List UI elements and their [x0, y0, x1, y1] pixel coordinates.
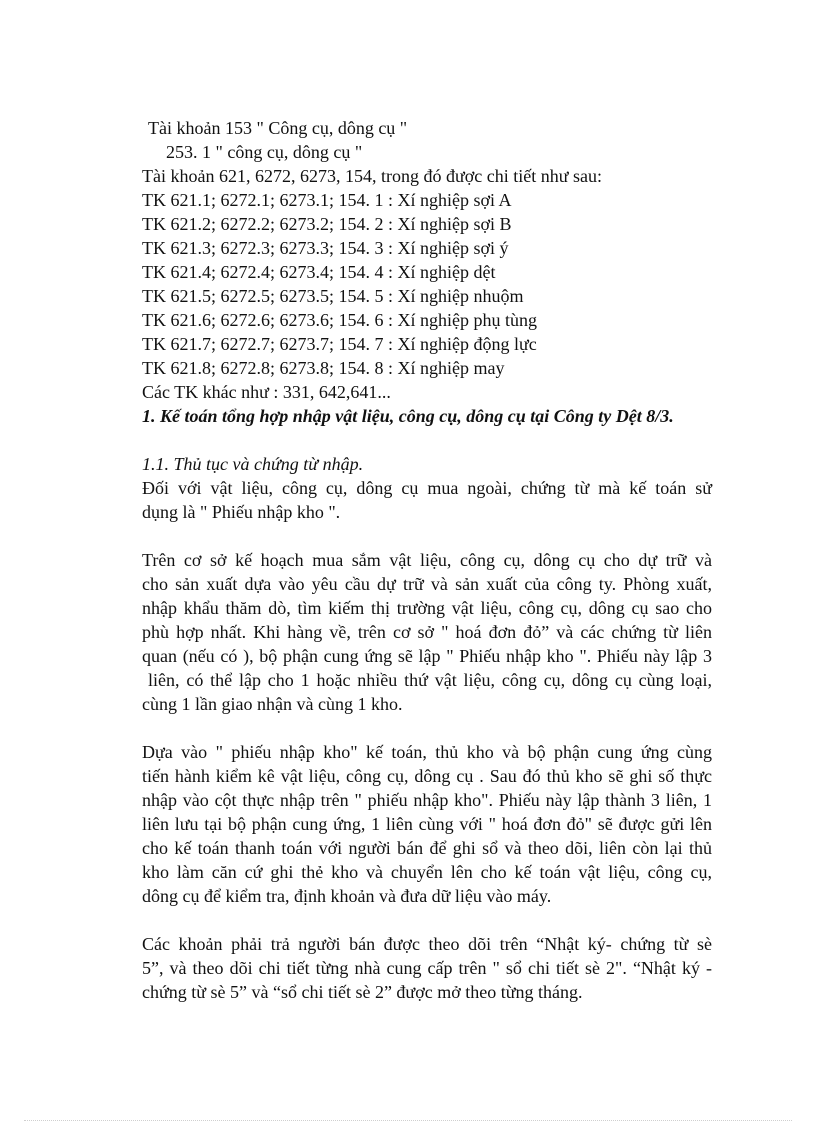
- paragraph-3-line: Dựa vào " phiếu nhập kho" kế toán, thủ kho và bộ phận cung ứng cùng: [142, 742, 712, 762]
- paragraph-3-line: nhập vào cột thực nhập trên " phiếu nhập kho". Phiếu này lập thành 3 liên, 1: [142, 790, 712, 810]
- paragraph-3-line: kho làm căn cứ ghi thẻ kho và chuyển lên cho kế toán vật liệu, công cụ,: [142, 862, 712, 882]
- account-detail-line: TK 621.8; 6272.8; 6273.8; 154. 8 : Xí nghiệp may: [142, 358, 505, 378]
- paragraph-1-line: Đối với vật liệu, công cụ, dông cụ mua ngoài, chứng từ mà kế toán sử: [142, 478, 712, 498]
- paragraph-3-line: cho kế toán thanh toán với người bán để ghi sổ và theo dõi, liên còn lại thủ: [142, 838, 712, 858]
- section-heading: 1. Kế toán tổng hợp nhập vật liệu, công cụ, dông cụ tại Công ty Dệt 8/3.: [142, 406, 674, 426]
- subsection-heading: 1.1. Thủ tục và chứng từ nhập.: [142, 454, 364, 474]
- account-detail-line: TK 621.7; 6272.7; 6273.7; 154. 7 : Xí nghiệp động lực: [142, 334, 537, 354]
- paragraph-2-line: phù hợp nhất. Khi hàng về, trên cơ sở " hoá đơn đỏ” và các chứng từ liên: [142, 622, 712, 642]
- paragraph-2-line: cho sản xuất dựa vào yêu cầu dự trữ và sản xuất của công ty. Phòng xuất,: [142, 574, 712, 594]
- paragraph-1-line: dụng là " Phiếu nhập kho ".: [142, 502, 341, 522]
- paragraph-2-line: nhập khẩu thăm dò, tìm kiếm thị trường vật liệu, công cụ, dông cụ sao cho: [142, 598, 712, 618]
- page-bottom-divider: [24, 1120, 792, 1121]
- account-detail-line: TK 621.4; 6272.4; 6273.4; 154. 4 : Xí nghiệp dệt: [142, 262, 496, 282]
- paragraph-4-line: Các khoản phải trả người bán được theo dõi trên “Nhật ký- chứng từ sè: [142, 934, 712, 954]
- paragraph-2-line: Trên cơ sở kế hoạch mua sắm vật liệu, công cụ, dông cụ cho dự trữ và: [142, 550, 712, 570]
- account-detail-line: TK 621.5; 6272.5; 6273.5; 154. 5 : Xí nghiệp nhuộm: [142, 286, 524, 306]
- account-detail-line: TK 621.2; 6272.2; 6273.2; 154. 2 : Xí nghiệp sợi B: [142, 214, 512, 234]
- paragraph-2-line: cùng 1 lần giao nhận và cùng 1 kho.: [142, 694, 403, 714]
- paragraph-3-line: liên lưu tại bộ phận cung ứng, 1 liên cùng với " hoá đơn đỏ" sẽ được gửi lên: [142, 814, 712, 834]
- account-list-intro: Tài khoản 621, 6272, 6273, 154, trong đó được chi tiết như sau:: [142, 166, 602, 186]
- account-153-line: Tài khoản 153 " Công cụ, dông cụ ": [148, 118, 408, 138]
- paragraph-2-line: liên, có thể lập cho 1 hoặc nhiều thứ vật liệu, công cụ, dông cụ cùng loại,: [148, 670, 712, 690]
- paragraph-2-line: quan (nếu có ), bộ phận cung ứng sẽ lập " Phiếu nhập kho ". Phiếu này lập 3: [142, 646, 712, 666]
- paragraph-3-line: dông cụ để kiểm tra, định khoản và đưa dữ liệu vào máy.: [142, 886, 552, 906]
- paragraph-3-line: tiến hành kiểm kê vật liệu, công cụ, dông cụ . Sau đó thủ kho sẽ ghi số thực: [142, 766, 712, 786]
- account-detail-line: TK 621.1; 6272.1; 6273.1; 154. 1 : Xí nghiệp sợi A: [142, 190, 512, 210]
- account-detail-line: TK 621.6; 6272.6; 6273.6; 154. 6 : Xí nghiệp phụ tùng: [142, 310, 537, 330]
- other-accounts-line: Các TK khác như : 331, 642,641...: [142, 382, 391, 402]
- paragraph-4-line: chứng từ sè 5” và “sổ chi tiết sè 2” được mở theo từng tháng.: [142, 982, 583, 1002]
- account-detail-line: TK 621.3; 6272.3; 6273.3; 154. 3 : Xí nghiệp sợi ý: [142, 238, 509, 258]
- paragraph-4-line: 5”, và theo dõi chi tiết từng nhà cung cấp trên " sổ chi tiết sè 2". “Nhật ký -: [142, 958, 712, 978]
- account-2531-line: 253. 1 " công cụ, dông cụ ": [166, 142, 363, 162]
